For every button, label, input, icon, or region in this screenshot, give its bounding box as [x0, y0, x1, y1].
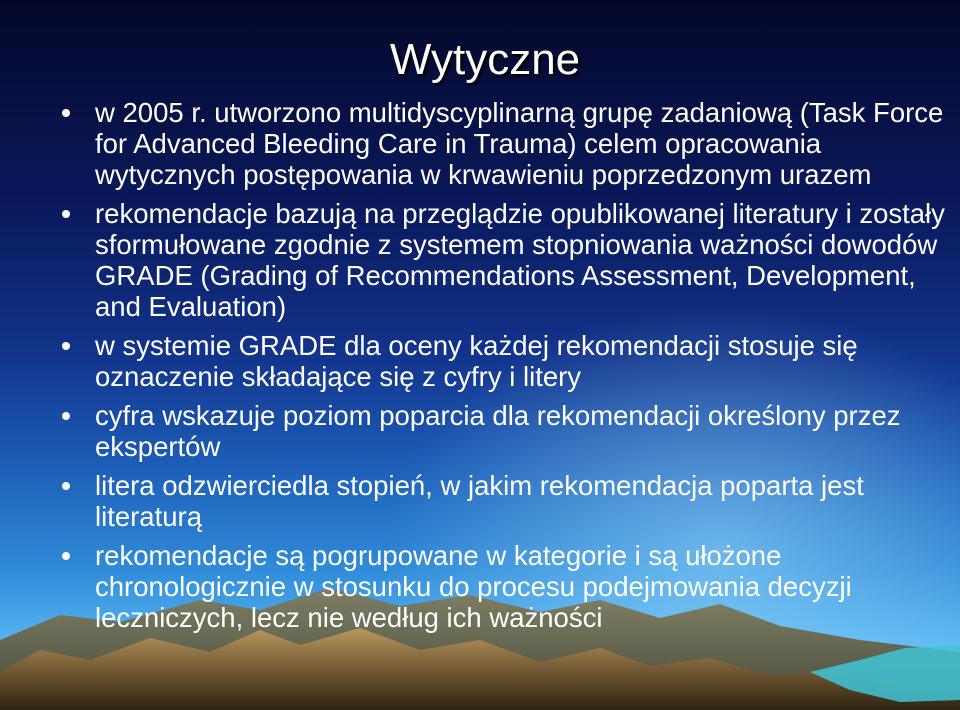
bullet-text: w 2005 r. utworzono multidyscyplinarną grupę zadaniową (Task Force for Advanced Bleeding Care in Trauma) celem opracowania wytycznych postępowania w krwawieniu poprzedzonym urazem [95, 97, 944, 190]
bullet-dot-icon [62, 552, 70, 560]
bullet-item [62, 540, 947, 633]
bullet-dot-icon [62, 482, 70, 490]
bullet-dot-icon [62, 342, 70, 350]
bullet-dot-icon [62, 412, 70, 420]
bullet-text: cyfra wskazuje poziom poparcia dla rekomendacji określony przez ekspertów [95, 400, 901, 462]
bullet-text: rekomendacje są pogrupowane w kategorie i są ułożone chronologicznie w stosunku do procesu podejmowania decyzji leczniczych, lecz nie według ich ważności [95, 540, 852, 633]
slide-title: Wytyczne [389, 35, 581, 84]
bullet-text: rekomendacje bazują na przeglądzie opublikowanej literatury i zostały sformułowane zgodnie z systemem stopniowania ważności dowodów GRADE (Grading of Recommendations Assessment, Development, and Evaluation) [95, 198, 945, 322]
bullet-item [62, 198, 947, 322]
bullet-item [62, 470, 947, 532]
bullet-dot-icon [62, 109, 70, 117]
bullet-text: litera odzwierciedla stopień, w jakim rekomendacja poparta jest literaturą [95, 470, 864, 532]
bullet-text: w systemie GRADE dla oceny każdej rekomendacji stosuje się oznaczenie składające się z cyfry i litery [95, 330, 858, 392]
bullet-list [62, 97, 947, 633]
bullet-dot-icon [62, 210, 70, 218]
bullet-item [62, 330, 947, 392]
bullet-item [62, 97, 947, 190]
bullet-item [62, 400, 947, 462]
